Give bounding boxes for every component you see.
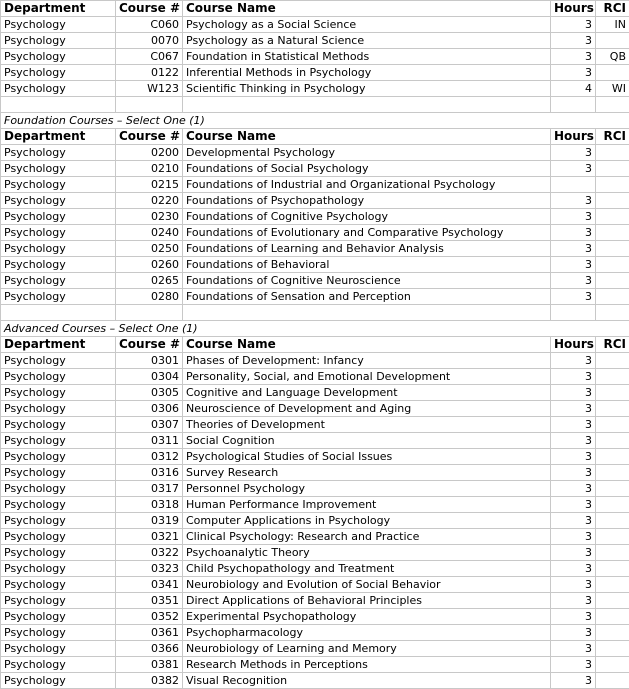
cell-course-name: Theories of Development	[183, 417, 551, 433]
cell-rci	[596, 65, 629, 81]
header-hours: Hours	[551, 129, 596, 145]
cell-department: Psychology	[1, 209, 116, 225]
cell-course-number: 0317	[116, 481, 183, 497]
cell-department: Psychology	[1, 81, 116, 97]
section-title: Foundation Courses – Select One (1)	[1, 113, 629, 129]
cell-rci	[596, 577, 629, 593]
cell-course-name: Personnel Psychology	[183, 481, 551, 497]
table-row	[1, 593, 629, 609]
cell-course-number: W123	[116, 81, 183, 97]
header-course-number: Course #	[116, 1, 183, 17]
cell-rci: IN	[596, 17, 629, 33]
blank-cell	[596, 305, 629, 321]
cell-hours: 3	[551, 193, 596, 209]
table-row	[1, 497, 629, 513]
section-title-row	[1, 321, 629, 337]
cell-hours: 3	[551, 257, 596, 273]
cell-course-number: 0122	[116, 65, 183, 81]
table-row	[1, 401, 629, 417]
table-row	[1, 625, 629, 641]
cell-hours: 3	[551, 481, 596, 497]
cell-course-name: Social Cognition	[183, 433, 551, 449]
cell-hours: 3	[551, 561, 596, 577]
cell-course-name: Foundations of Psychopathology	[183, 193, 551, 209]
cell-rci	[596, 161, 629, 177]
section-title-row	[1, 113, 629, 129]
cell-department: Psychology	[1, 65, 116, 81]
cell-course-number: 0323	[116, 561, 183, 577]
header-course-number: Course #	[116, 129, 183, 145]
table-row	[1, 561, 629, 577]
cell-hours: 3	[551, 273, 596, 289]
table-row	[1, 449, 629, 465]
cell-course-name: Phases of Development: Infancy	[183, 353, 551, 369]
cell-rci	[596, 289, 629, 305]
cell-course-number: 0341	[116, 577, 183, 593]
cell-course-name: Foundations of Industrial and Organizational Psychology	[183, 177, 551, 193]
cell-hours: 3	[551, 529, 596, 545]
cell-hours: 3	[551, 641, 596, 657]
cell-course-name: Child Psychopathology and Treatment	[183, 561, 551, 577]
cell-course-number: 0352	[116, 609, 183, 625]
header-course-name: Course Name	[183, 337, 551, 353]
cell-course-name: Experimental Psychopathology	[183, 609, 551, 625]
cell-course-name: Foundations of Cognitive Psychology	[183, 209, 551, 225]
cell-course-name: Direct Applications of Behavioral Principles	[183, 593, 551, 609]
cell-hours: 3	[551, 433, 596, 449]
cell-course-number: 0382	[116, 673, 183, 689]
cell-department: Psychology	[1, 193, 116, 209]
cell-hours: 3	[551, 161, 596, 177]
table-row	[1, 609, 629, 625]
cell-course-number: 0319	[116, 513, 183, 529]
cell-department: Psychology	[1, 257, 116, 273]
cell-department: Psychology	[1, 177, 116, 193]
cell-course-number: 0280	[116, 289, 183, 305]
cell-rci	[596, 193, 629, 209]
cell-course-number: 0361	[116, 625, 183, 641]
cell-rci	[596, 481, 629, 497]
cell-hours: 3	[551, 417, 596, 433]
cell-rci	[596, 465, 629, 481]
table-row	[1, 177, 629, 193]
cell-department: Psychology	[1, 449, 116, 465]
cell-course-number: 0240	[116, 225, 183, 241]
cell-hours: 3	[551, 33, 596, 49]
cell-course-name: Foundations of Learning and Behavior Analysis	[183, 241, 551, 257]
cell-course-number: 0318	[116, 497, 183, 513]
cell-course-number: C060	[116, 17, 183, 33]
cell-rci	[596, 145, 629, 161]
table-row	[1, 49, 629, 65]
advanced-header-row	[1, 337, 629, 353]
cell-course-name: Human Performance Improvement	[183, 497, 551, 513]
cell-department: Psychology	[1, 673, 116, 689]
table-row	[1, 257, 629, 273]
cell-course-name: Psychoanalytic Theory	[183, 545, 551, 561]
core-header-row	[1, 1, 629, 17]
cell-department: Psychology	[1, 401, 116, 417]
table-row	[1, 465, 629, 481]
cell-rci	[596, 417, 629, 433]
cell-course-name: Cognitive and Language Development	[183, 385, 551, 401]
cell-hours: 3	[551, 593, 596, 609]
cell-rci	[596, 449, 629, 465]
cell-rci	[596, 561, 629, 577]
header-department: Department	[1, 337, 116, 353]
cell-course-name: Foundations of Evolutionary and Comparative Psychology	[183, 225, 551, 241]
cell-hours: 3	[551, 209, 596, 225]
cell-course-name: Psychopharmacology	[183, 625, 551, 641]
blank-cell	[596, 97, 629, 113]
cell-department: Psychology	[1, 417, 116, 433]
cell-course-name: Developmental Psychology	[183, 145, 551, 161]
cell-course-number: 0307	[116, 417, 183, 433]
cell-department: Psychology	[1, 241, 116, 257]
cell-hours: 3	[551, 49, 596, 65]
blank-cell	[1, 305, 116, 321]
table-row	[1, 673, 629, 689]
blank-cell	[116, 305, 183, 321]
blank-cell	[551, 97, 596, 113]
cell-rci	[596, 273, 629, 289]
header-department: Department	[1, 129, 116, 145]
section-title: Advanced Courses – Select One (1)	[1, 321, 629, 337]
cell-course-name: Inferential Methods in Psychology	[183, 65, 551, 81]
table-row	[1, 657, 629, 673]
cell-hours: 3	[551, 465, 596, 481]
table-row	[1, 225, 629, 241]
cell-course-number: 0200	[116, 145, 183, 161]
table-row	[1, 33, 629, 49]
cell-course-name: Visual Recognition	[183, 673, 551, 689]
table-row	[1, 161, 629, 177]
table-row	[1, 209, 629, 225]
cell-rci	[596, 545, 629, 561]
table-row	[1, 241, 629, 257]
cell-rci	[596, 433, 629, 449]
cell-rci	[596, 625, 629, 641]
cell-course-name: Clinical Psychology: Research and Practice	[183, 529, 551, 545]
cell-rci	[596, 257, 629, 273]
cell-rci	[596, 33, 629, 49]
cell-department: Psychology	[1, 369, 116, 385]
cell-course-number: 0215	[116, 177, 183, 193]
cell-rci	[596, 593, 629, 609]
foundation-header-row	[1, 129, 629, 145]
blank-cell	[183, 305, 551, 321]
cell-department: Psychology	[1, 497, 116, 513]
cell-course-name: Research Methods in Perceptions	[183, 657, 551, 673]
cell-department: Psychology	[1, 17, 116, 33]
cell-rci	[596, 641, 629, 657]
cell-rci: QB	[596, 49, 629, 65]
cell-rci	[596, 673, 629, 689]
table-row	[1, 513, 629, 529]
cell-rci	[596, 609, 629, 625]
cell-course-number: 0321	[116, 529, 183, 545]
cell-course-number: 0306	[116, 401, 183, 417]
cell-hours: 3	[551, 241, 596, 257]
cell-department: Psychology	[1, 161, 116, 177]
table-row	[1, 529, 629, 545]
blank-cell	[116, 97, 183, 113]
cell-hours: 3	[551, 497, 596, 513]
header-hours: Hours	[551, 1, 596, 17]
cell-course-number: 0250	[116, 241, 183, 257]
cell-department: Psychology	[1, 577, 116, 593]
cell-department: Psychology	[1, 273, 116, 289]
cell-course-number: 0304	[116, 369, 183, 385]
table-row	[1, 433, 629, 449]
cell-course-name: Foundations of Social Psychology	[183, 161, 551, 177]
cell-course-name: Foundation in Statistical Methods	[183, 49, 551, 65]
cell-department: Psychology	[1, 513, 116, 529]
cell-course-number: 0312	[116, 449, 183, 465]
table-row	[1, 193, 629, 209]
cell-course-number: 0305	[116, 385, 183, 401]
cell-hours: 4	[551, 81, 596, 97]
table-row	[1, 385, 629, 401]
cell-rci: WI	[596, 81, 629, 97]
cell-department: Psychology	[1, 353, 116, 369]
header-rci: RCI	[596, 1, 629, 17]
cell-rci	[596, 209, 629, 225]
cell-hours: 3	[551, 385, 596, 401]
cell-course-number: 0260	[116, 257, 183, 273]
header-course-name: Course Name	[183, 129, 551, 145]
blank-row	[1, 97, 629, 113]
cell-course-name: Psychological Studies of Social Issues	[183, 449, 551, 465]
cell-hours: 3	[551, 609, 596, 625]
cell-department: Psychology	[1, 545, 116, 561]
cell-department: Psychology	[1, 641, 116, 657]
table-row	[1, 545, 629, 561]
cell-rci	[596, 369, 629, 385]
cell-rci	[596, 353, 629, 369]
cell-department: Psychology	[1, 657, 116, 673]
table-row	[1, 17, 629, 33]
cell-department: Psychology	[1, 529, 116, 545]
cell-rci	[596, 385, 629, 401]
cell-hours: 3	[551, 449, 596, 465]
cell-course-name: Neurobiology of Learning and Memory	[183, 641, 551, 657]
cell-department: Psychology	[1, 145, 116, 161]
cell-course-number: 0210	[116, 161, 183, 177]
header-course-name: Course Name	[183, 1, 551, 17]
cell-rci	[596, 401, 629, 417]
cell-course-number: 0220	[116, 193, 183, 209]
cell-hours: 3	[551, 369, 596, 385]
cell-hours: 3	[551, 145, 596, 161]
cell-course-number: 0301	[116, 353, 183, 369]
cell-rci	[596, 177, 629, 193]
cell-course-number: 0265	[116, 273, 183, 289]
cell-course-number: 0381	[116, 657, 183, 673]
cell-course-name: Scientific Thinking in Psychology	[183, 81, 551, 97]
blank-row	[1, 305, 629, 321]
cell-course-number: 0322	[116, 545, 183, 561]
blank-cell	[183, 97, 551, 113]
cell-hours: 3	[551, 657, 596, 673]
cell-course-name: Psychology as a Social Science	[183, 17, 551, 33]
cell-course-number: 0316	[116, 465, 183, 481]
cell-rci	[596, 513, 629, 529]
cell-hours: 3	[551, 577, 596, 593]
cell-hours: 3	[551, 513, 596, 529]
cell-course-name: Survey Research	[183, 465, 551, 481]
header-course-number: Course #	[116, 337, 183, 353]
header-rci: RCI	[596, 129, 629, 145]
cell-department: Psychology	[1, 609, 116, 625]
cell-rci	[596, 497, 629, 513]
cell-department: Psychology	[1, 289, 116, 305]
table-row	[1, 145, 629, 161]
cell-department: Psychology	[1, 33, 116, 49]
cell-department: Psychology	[1, 433, 116, 449]
cell-hours: 3	[551, 17, 596, 33]
cell-department: Psychology	[1, 385, 116, 401]
table-row	[1, 65, 629, 81]
cell-department: Psychology	[1, 465, 116, 481]
cell-course-number: 0230	[116, 209, 183, 225]
cell-department: Psychology	[1, 481, 116, 497]
cell-hours: 3	[551, 401, 596, 417]
cell-course-number: 0070	[116, 33, 183, 49]
table-row	[1, 81, 629, 97]
cell-department: Psychology	[1, 49, 116, 65]
cell-hours: 3	[551, 225, 596, 241]
cell-rci	[596, 529, 629, 545]
course-table-body	[1, 1, 629, 689]
cell-rci	[596, 657, 629, 673]
cell-course-number: 0351	[116, 593, 183, 609]
cell-course-number: 0311	[116, 433, 183, 449]
cell-hours: 3	[551, 673, 596, 689]
cell-course-name: Personality, Social, and Emotional Development	[183, 369, 551, 385]
cell-course-name: Neurobiology and Evolution of Social Behavior	[183, 577, 551, 593]
cell-course-number: C067	[116, 49, 183, 65]
cell-rci	[596, 225, 629, 241]
cell-course-name: Psychology as a Natural Science	[183, 33, 551, 49]
blank-cell	[551, 305, 596, 321]
cell-hours	[551, 177, 596, 193]
table-row	[1, 353, 629, 369]
header-rci: RCI	[596, 337, 629, 353]
cell-hours: 3	[551, 289, 596, 305]
cell-course-name: Neuroscience of Development and Aging	[183, 401, 551, 417]
cell-department: Psychology	[1, 625, 116, 641]
blank-cell	[1, 97, 116, 113]
header-department: Department	[1, 1, 116, 17]
cell-course-number: 0366	[116, 641, 183, 657]
table-row	[1, 577, 629, 593]
table-row	[1, 369, 629, 385]
table-row	[1, 289, 629, 305]
table-row	[1, 273, 629, 289]
cell-hours: 3	[551, 65, 596, 81]
cell-course-name: Foundations of Sensation and Perception	[183, 289, 551, 305]
cell-hours: 3	[551, 545, 596, 561]
header-hours: Hours	[551, 337, 596, 353]
cell-rci	[596, 241, 629, 257]
table-row	[1, 641, 629, 657]
cell-course-name: Computer Applications in Psychology	[183, 513, 551, 529]
cell-department: Psychology	[1, 593, 116, 609]
cell-department: Psychology	[1, 561, 116, 577]
cell-hours: 3	[551, 353, 596, 369]
table-row	[1, 417, 629, 433]
table-row	[1, 481, 629, 497]
cell-department: Psychology	[1, 225, 116, 241]
cell-course-name: Foundations of Cognitive Neuroscience	[183, 273, 551, 289]
cell-hours: 3	[551, 625, 596, 641]
cell-course-name: Foundations of Behavioral	[183, 257, 551, 273]
